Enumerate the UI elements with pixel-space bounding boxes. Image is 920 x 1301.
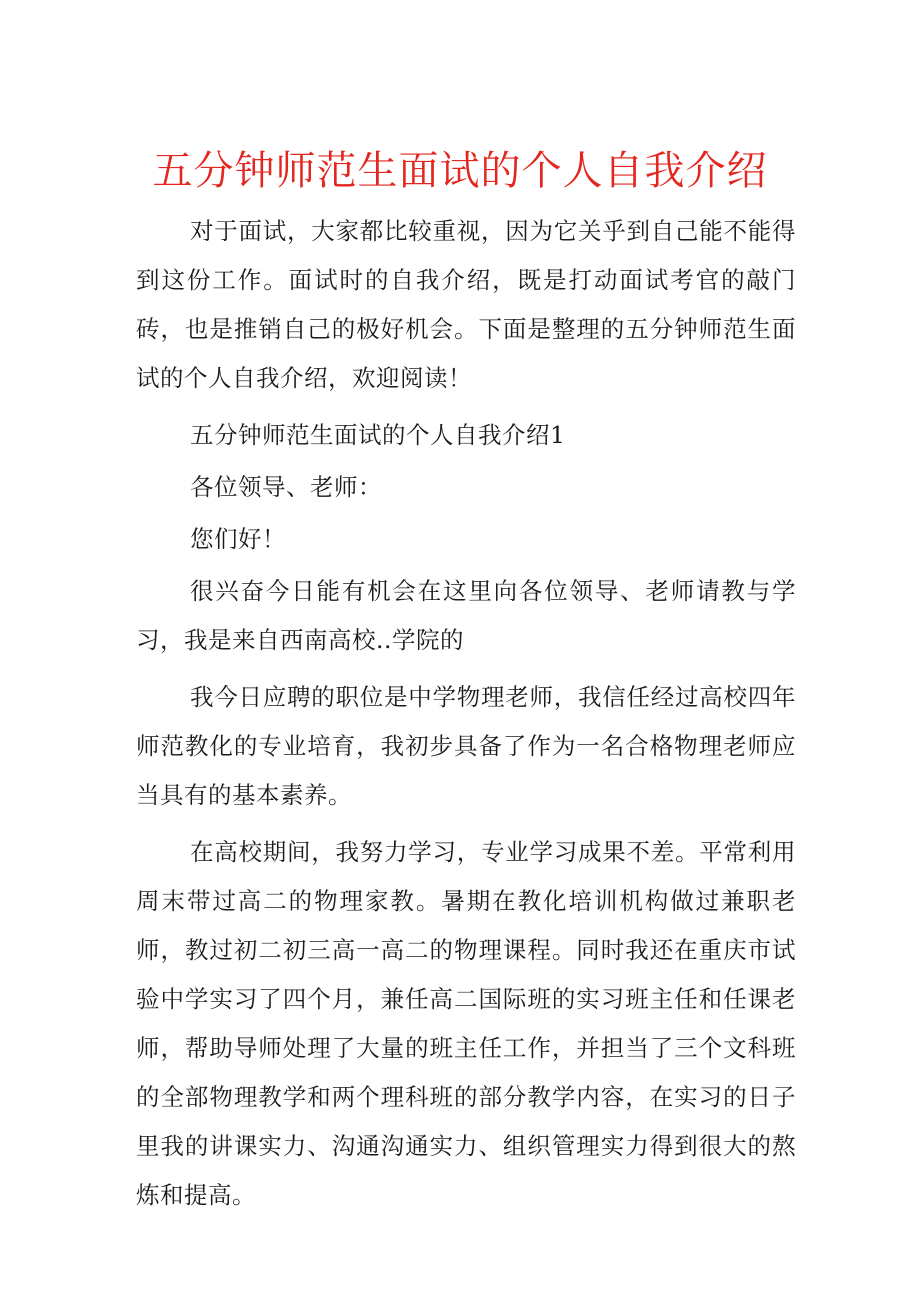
body-paragraph: 我今日应聘的职位是中学物理老师，我信任经过高校四年师范教化的专业培育，我初步具备了作为一名合格物理老师应当具有的基本素养。 <box>136 683 796 809</box>
intro-paragraph: 对于面试，大家都比较重视，因为它关乎到自己能不能得到这份工作。面试时的自我介绍，既是打动面试考官的敲门砖，也是推销自己的极好机会。下面是整理的五分钟师范生面试的个人自我介绍，欢迎阅读！ <box>136 217 796 392</box>
greeting: 您们好！ <box>190 525 286 553</box>
section-heading: 五分钟师范生面试的个人自我介绍1 <box>190 421 566 449</box>
body-paragraph: 在高校期间，我努力学习，专业学习成果不差。平常利用周末带过高二的物理家教。暑期在教化培训机构做过兼职老师，教过初二初三高一高二的物理课程。同时我还在重庆市试验中学实习了四个月，兼任高二国际班的实习班主任和任课老师，帮助导师处理了大量的班主任工作，并担当了三个文科班的全部物理教学和两个理科班的部分教学内容，在实习的日子里我的讲课实力、沟通沟通实力、组织管理实力得到很大的熬炼和提高。 <box>136 838 796 1209</box>
body-paragraph: 很兴奋今日能有机会在这里向各位领导、老师请教与学习，我是来自西南高校..学院的 <box>136 577 796 654</box>
salutation: 各位领导、老师： <box>190 473 382 501</box>
document-title: 五分钟师范生面试的个人自我介绍 <box>152 148 768 194</box>
document-body <box>136 207 796 1220</box>
